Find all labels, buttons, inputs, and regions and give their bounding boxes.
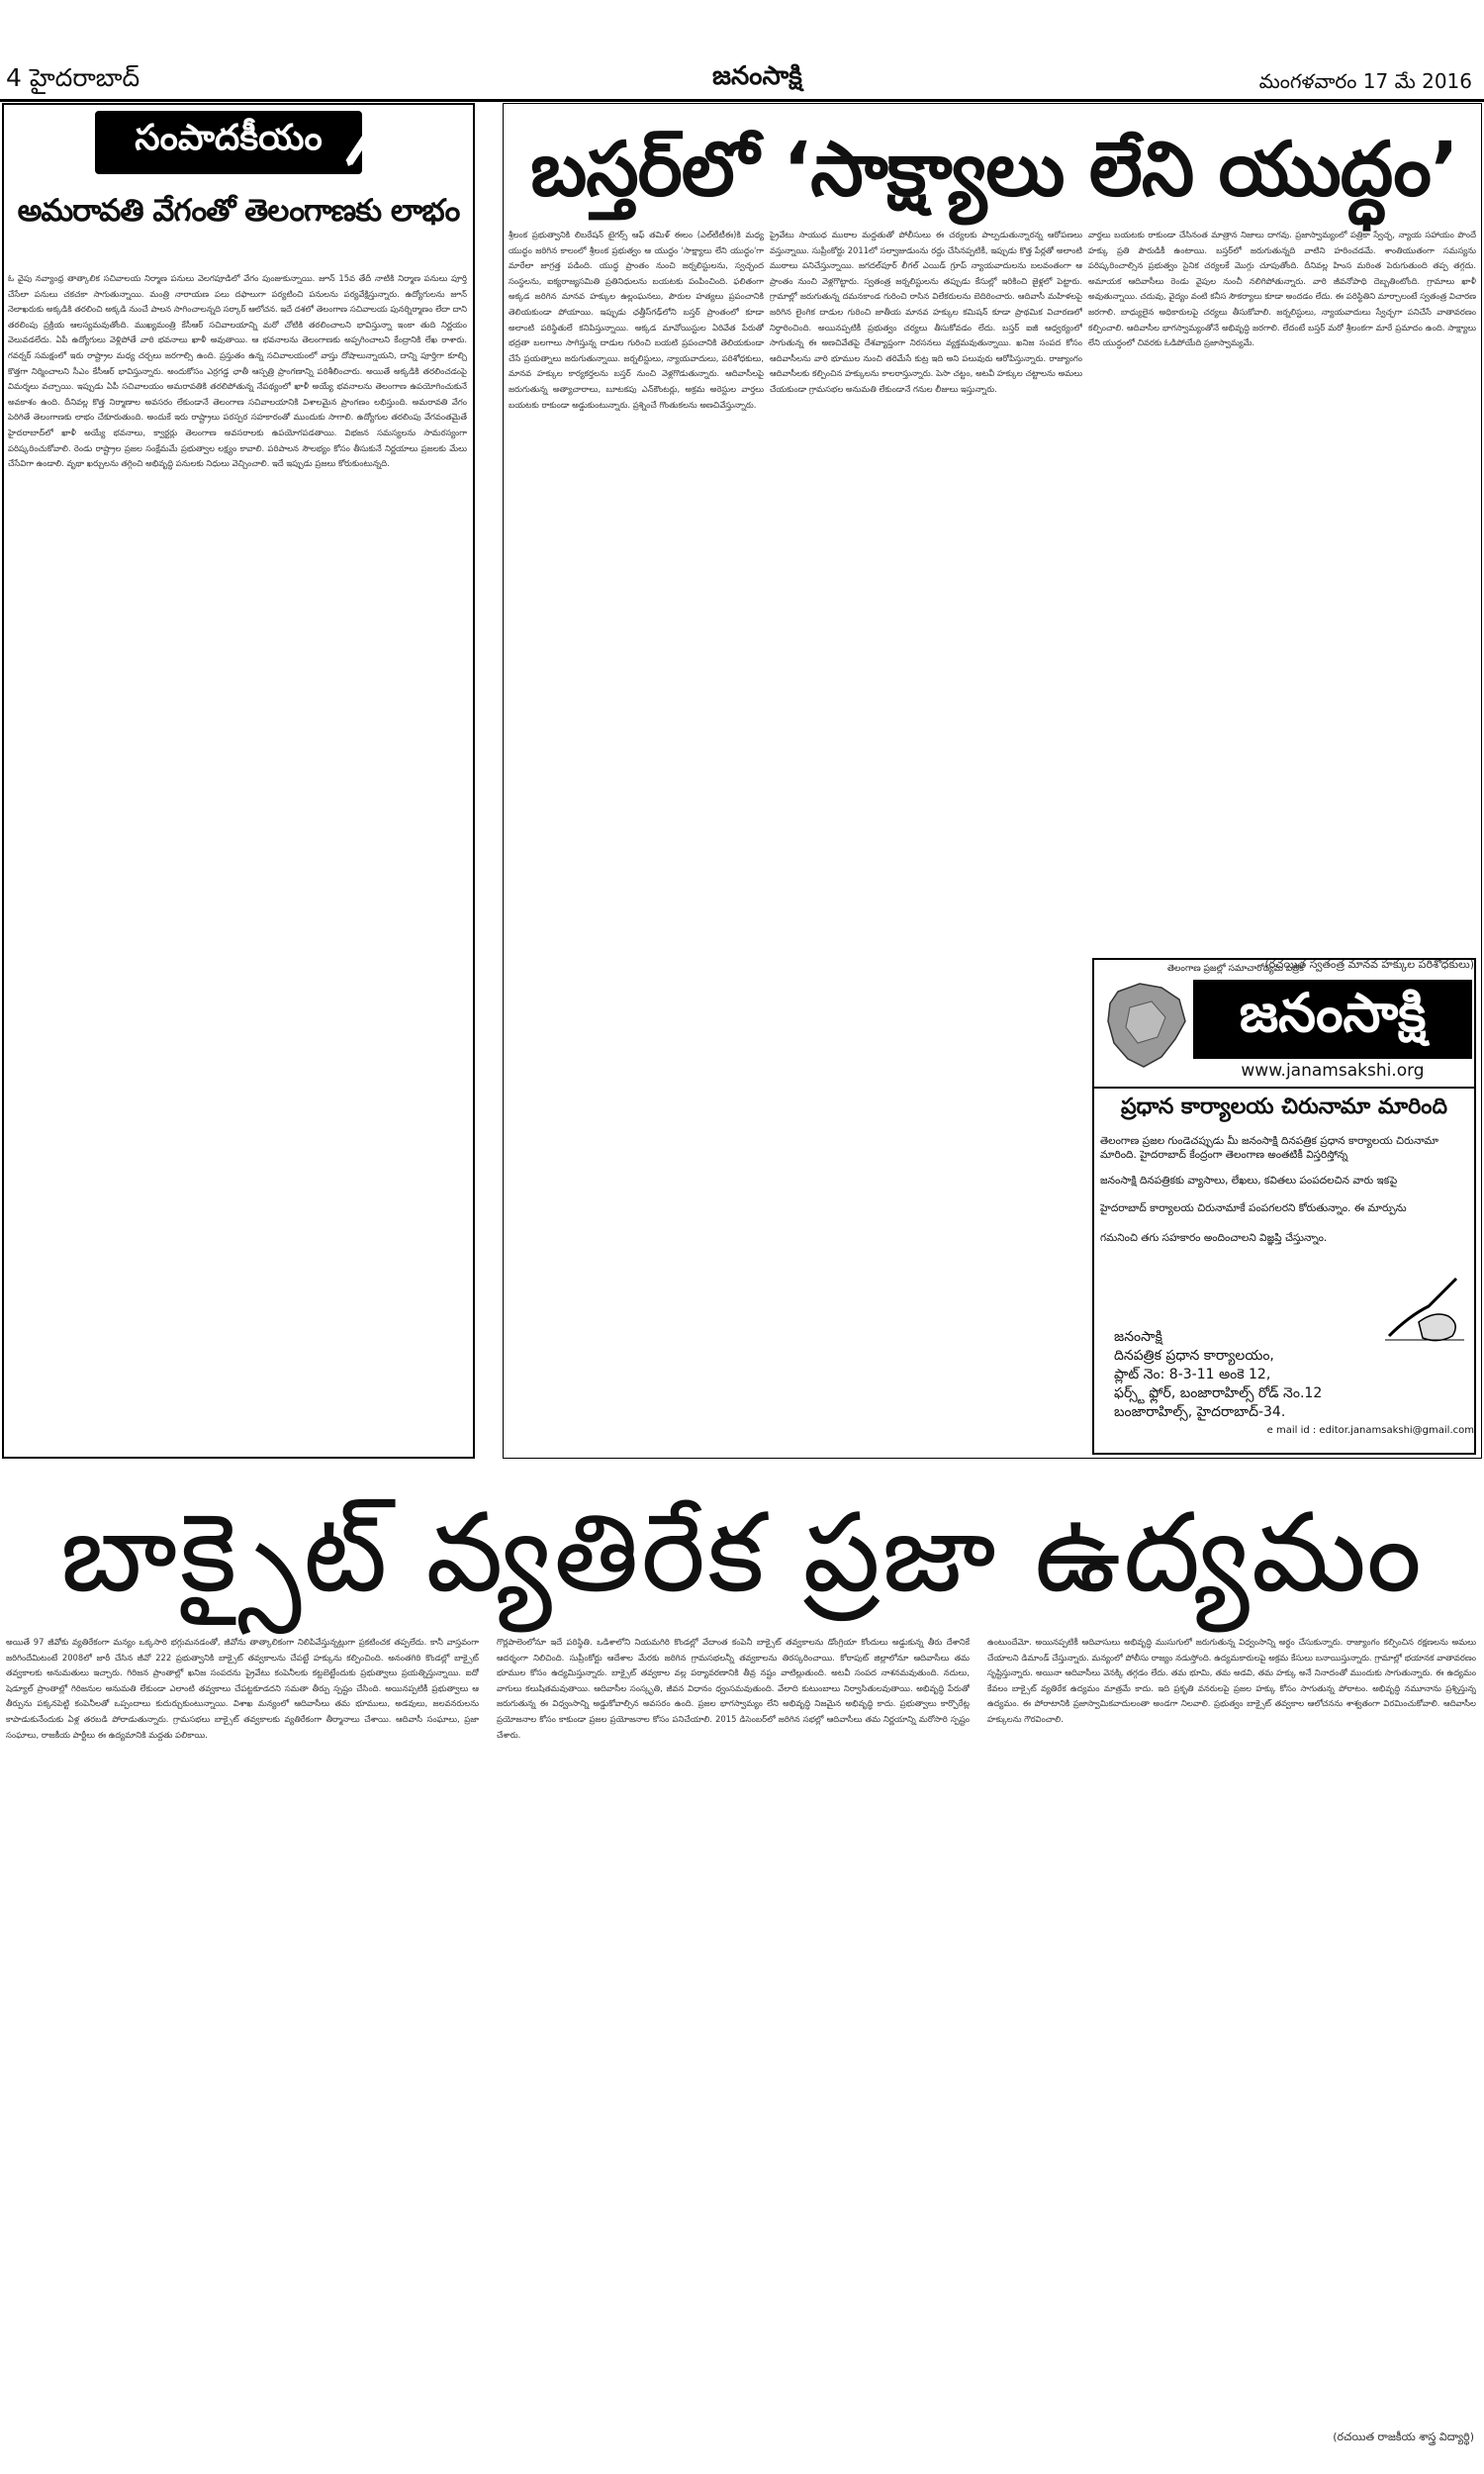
editorial-body: ఓ వైపు నవ్యాంధ్ర తాత్కాలిక సచివాలయ నిర్మాణ పనులు వెలగపూడిలో వేగం పుంజుకున్నాయి. జూన్ 15వ తేదీ నాటికి నిర్మాణ పనులు పూర్తి చేసేలా పనులు చకచకా సాగుతున్నాయి. మంత్రి నారాయణ పలు దఫాలుగా పర్యటించి పనులను పర్యవేక్షిస్తున్నారు. ఉద్యోగులను జూన్ నెలాఖరుకు అక్కడికి తరలించి అక్కడి నుంచే పాలన సాగించాలన్నది సర్కార్ ఆలోచన. ఇదే దశలో తెలంగాణ సచివాలయ పునర్నిర్మాణం లేదా దాని తరలింపు ప్రక్రియ ఆలస్యమవుతోంది. ముఖ్యమంత్రి కేసీఆర్ సచివాలయాన్ని మరో చోటికి తరలించాలని భావిస్తున్నా ఇంకా తుది నిర్ణయం వెలువడలేదు. ఏపీ ఉద్యోగులు వెళ్లిపోతే వారి భవనాలు ఖాళీ అవుతాయి. ఆ భవనాలను తెలంగాణకు అప్పగించాలని కేంద్రానికి లేఖ రాశారు. గవర్నర్ సమక్షంలో ఇరు రాష్ట్రాల మధ్య చర్చలు జరగాల్సి ఉంది. ప్రస్తుతం ఉన్న సచివాలయంలో వాస్తు దోషాలున్నాయని, దాన్ని పూర్తిగా కూల్చి కొత్తగా నిర్మించాలని సీఎం కేసీఆర్ భావిస్తున్నారు. అందుకోసం ఎర్రగడ్డ ఛాతీ ఆస్పత్రి ప్రాంగణాన్ని పరిశీలించారు. అయితే అక్కడికి తరలించడంపై విమర్శలు వచ్చాయి. ఇప్పుడు ఏపీ సచివాలయం అమరావతికి తరలిపోతున్న నేపథ్యంలో ఖాళీ అయ్యే భవనాలను తెలంగాణ ఉపయోగించుకునే అవకాశం ఉంది. దీనివల్ల కొత్త నిర్మాణాల అవసరం లేకుండానే తెలంగాణ సచివాలయానికి విశాలమైన ప్రాంగణం లభిస్తుంది. అమరావతి వేగం పెరిగితే తెలంగాణకు లాభం చేకూరుతుంది. అందుకే ఇరు రాష్ట్రాలు పరస్పర సహకారంతో ముందుకు సాగాలి. ఉద్యోగుల తరలింపు వేగవంతమైతే హైదరాబాద్‌లో ఖాళీ అయ్యే భవనాలు, క్వార్టర్లు తెలంగాణ అవసరాలకు ఉపయోగపడతాయి. విభజన సమస్యలను సామరస్యంగా పరిష్కరించుకోవాలి. రెండు రాష్ట్రాల ప్రజల సంక్షేమమే ప్రభుత్వాల లక్ష్యం కావాలి. పరిపాలన సౌలభ్యం కోసం తీసుకునే నిర్ణయాలు ప్రజలకు మేలు చేసేవిగా ఉండాలి. వృథా ఖర్చులను తగ్గించి అభివృద్ధి పనులకు నిధులు వెచ్చించాలి. ఇదే ఇప్పుడు ప్రజలు కోరుకుంటున్నది. — [8, 273, 467, 469]
office-email: e mail id : editor.janamsakshi@gmail.com — [1266, 1425, 1474, 1436]
ad-text-line: హైదరాబాద్ కార్యాలయ చిరునామాకే పంపగలరని కోరుతున్నాం. ఈ మార్పును — [1100, 1202, 1407, 1214]
top-story-headline: బస్తర్‌లో ‘సాక్ష్యాలు లేని యుద్ధం’ — [530, 125, 1458, 213]
janamsakshi-logo: జనంసాక్షి — [1193, 980, 1472, 1059]
editorial-badge: సంపాదకీయం — [95, 111, 362, 174]
second-story-column-3: ఉంటుందేమో. అయినప్పటికీ ఆదివాసులు అభివృద్ధి ముసుగులో జరుగుతున్న విధ్వంసాన్ని అర్థం చేసుకున్నారు. రాజ్యాంగం కల్పించిన రక్షణలను అమలు చేయాలని డిమాండ్ చేస్తున్నారు. మన్యంలో పోలీసు రాజ్యం నడుస్తోంది. ఉద్యమకారులపై అక్రమ కేసులు బనాయిస్తున్నారు. గ్రామాల్లో భయానక వాతావరణం సృష్టిస్తున్నారు. అయినా ఆదివాసీలు వెనక్కి తగ్గడం లేదు. తమ భూమి, తమ అడవి, తమ హక్కు అనే నినాదంతో ముందుకు సాగుతున్నారు. ఈ ఉద్యమం కేవలం బాక్సైట్ వ్యతిరేక ఉద్యమం మాత్రమే కాదు. ఇది ప్రకృతి వనరులపై ప్రజల హక్కు కోసం సాగుతున్న పోరాటం. అభివృద్ధి నమూనాను ప్రశ్నిస్తున్న ఉద్యమం. ఈ పోరాటానికి ప్రజాస్వామికవాదులంతా అండగా నిలవాలి. ప్రభుత్వం బాక్సైట్ తవ్వకాల ఆలోచనను శాశ్వతంగా విరమించుకోవాలి. ఆదివాసీల హక్కులను గౌరవించాలి. — [987, 1637, 1476, 1724]
telangana-map-icon — [1100, 978, 1191, 1073]
ad-text-line: తెలంగాణ ప్రజల గుండెచప్పుడు మీ జనంసాక్షి దినపత్రిక ప్రధాన కార్యాలయ చిరునామా మారింది. హైదరాబాద్ కేంద్రంగా తెలంగాణ అంతటికీ విస్తరిస్తోన్న — [1100, 1135, 1439, 1161]
top-story-author-credit: (రచయిత స్వతంత్ర మానవ హక్కుల పరిశోధకులు) — [1264, 958, 1474, 971]
second-story-column-2: గొర్లపాలెంలోనూ ఇదే పరిస్థితి. ఒడిశాలోని నియమగిరి కొండల్లో వేదాంత కంపెనీ బాక్సైట్ తవ్వకాలను డోంగ్రియా కోందులు అడ్డుకున్న తీరు దేశానికే ఆదర్శంగా నిలిచింది. సుప్రీంకోర్టు ఆదేశాల మేరకు జరిగిన గ్రామసభలన్నీ తవ్వకాలను తిరస్కరించాయి. కోరాపుట్ జిల్లాలోనూ ఆదివాసీలు తమ భూముల కోసం ఉద్యమిస్తున్నారు. బాక్సైట్ తవ్వకాల వల్ల పర్యావరణానికి తీవ్ర నష్టం వాటిల్లుతుంది. అటవీ సంపద నాశనమవుతుంది. నదులు, వాగులు కలుషితమవుతాయి. ఆదివాసీల సంస్కృతి, జీవన విధానం ధ్వంసమవుతుంది. వేలాది కుటుంబాలు నిర్వాసితులవుతాయి. అభివృద్ధి పేరుతో జరుగుతున్న ఈ విధ్వంసాన్ని అడ్డుకోవాల్సిన అవసరం ఉంది. ప్రజల భాగస్వామ్యం లేని అభివృద్ధి నిజమైన అభివృద్ధి కాదు. ప్రభుత్వాలు కార్పొరేట్ల ప్రయోజనాల కోసం కాకుండా ప్రజల ప్రయోజనాల కోసం పనిచేయాలి. 2015 డిసెంబర్‌లో జరిగిన సభల్లో ఆదివాసీలు తమ నిర్ణయాన్ని మరోసారి స్పష్టం చేశారు. — [497, 1637, 970, 1740]
masthead-small: జనంసాక్షి — [712, 61, 802, 91]
hand-writing-icon — [1379, 1267, 1468, 1346]
website-url: www.janamsakshi.org — [1241, 1061, 1425, 1081]
second-story-column-1: అయితే 97 జీవోకు వ్యతిరేకంగా మన్యం ఒక్కసారి భగ్గుమనడంతో, జీవోను తాత్కాలికంగా నిలిపివేస్తున్నట్లుగా ప్రకటించక తప్పలేదు. కానీ వాస్తవంగా జరిగిందేమిటంటే 2008లో జారీ చేసిన జీవో 222 ప్రభుత్వానికి బాక్సైట్ తవ్వకాలను చేపట్టే హక్కును కల్పించింది. అనంతగిరి కొండల్లో బాక్సైట్ తవ్వకాలకు అనుమతులు ఇచ్చారు. గిరిజన ప్రాంతాల్లో ఖనిజ సంపదను ప్రైవేటు కంపెనీలకు కట్టబెట్టేందుకు ప్రభుత్వాలు ప్రయత్నిస్తున్నాయి. ఐదో షెడ్యూల్ ప్రాంతాల్లో గిరిజనుల అనుమతి లేకుండా ఎలాంటి తవ్వకాలు చేపట్టకూడదని సమతా తీర్పు స్పష్టం చేసింది. అయినప్పటికీ ప్రభుత్వాలు ఆ తీర్పును పక్కనపెట్టి కంపెనీలతో ఒప్పందాలు కుదుర్చుకుంటున్నాయి. విశాఖ మన్యంలో ఆదివాసీలు తమ భూములు, అడవులు, జలవనరులను కాపాడుకునేందుకు ఏళ్ల తరబడి పోరాడుతున్నారు. గ్రామసభలు బాక్సైట్ తవ్వకాలకు వ్యతిరేకంగా తీర్మానాలు చేశాయి. ఆదివాసీ సంఘాలు, ప్రజా సంఘాలు, రాజకీయ పార్టీలు ఈ ఉద్యమానికి మద్దతు పలికాయి. — [6, 1637, 479, 1740]
issue-date: మంగళవారం 17 మే 2016 — [1258, 69, 1472, 93]
ad-text-line: జనంసాక్షి దినపత్రికకు వ్యాసాలు, లేఖలు, కవితలు పంపదలచిన వారు ఇకపై — [1100, 1175, 1398, 1187]
top-story-column-1: శ్రీలంక ప్రభుత్వానికి లిబరేషన్ టైగర్స్ ఆఫ్ తమిళ్ ఈలం (ఎల్‌టీటీఈ)కి మధ్య యుద్ధం జరిగిన కాలంలో శ్రీలంక ప్రభుత్వం ఆ యుద్ధం 'సాక్ష్యాలు లేని యుద్ధం'గా మారేలా జాగ్రత్త పడింది. యుద్ధ ప్రాంతం నుంచి జర్నలిస్టులను, స్వచ్ఛంద సంస్థలను, ఐక్యరాజ్యసమితి ప్రతినిధులను బయటకు పంపించింది. ఫలితంగా అక్కడ జరిగిన మానవ హక్కుల ఉల్లంఘనలు, పౌరుల హత్యలు ప్రపంచానికి తెలియకుండా పోయాయి. ఇప్పుడు ఛత్తీస్‌గఢ్‌లోని బస్తర్ ప్రాంతంలో కూడా అలాంటి పరిస్థితులే కనిపిస్తున్నాయి. అక్కడ మావోయిస్టుల ఏరివేత పేరుతో భద్రతా బలగాలు సాగిస్తున్న దాడుల గురించి బయటి ప్రపంచానికి తెలియకుండా చేసే ప్రయత్నాలు జరుగుతున్నాయి. జర్నలిస్టులు, న్యాయవాదులు, పరిశోధకులు, మానవ హక్కుల కార్యకర్తలను బస్తర్ నుంచి వెళ్లగొడుతున్నారు. ఆదివాసీలపై జరుగుతున్న అత్యాచారాలు, బూటకపు ఎన్‌కౌంటర్లు, అక్రమ అరెస్టుల వార్తలు బయటకు రాకుండా అడ్డుకుంటున్నారు. ప్రశ్నించే గొంతుకలను అణచివేస్తున్నారు. — [509, 230, 764, 410]
second-story-headline: బాక్సైట్ వ్యతిరేక ప్రజా ఉద్యమం — [60, 1489, 1424, 1616]
header-rule — [0, 99, 1484, 102]
ad-tagline: తెలంగాణ ప్రజల్లో సమాచారోద్యమ పత్రిక — [1167, 964, 1304, 974]
ad-heading: ప్రధాన కార్యాలయ చిరునామా మారింది — [1120, 1094, 1447, 1119]
page-number-location: 4 హైదరాబాద్ — [6, 63, 140, 92]
top-story-column-2: ప్రైవేటు సాయుధ ముఠాల మద్దతుతో పోలీసులు ఈ చర్యలకు పాల్పడుతున్నారన్న ఆరోపణలు వస్తున్నాయి. సుప్రీంకోర్టు 2011లో సల్వాజుడుంను రద్దు చేసినప్పటికీ, ఇప్పుడు కొత్త పేర్లతో అలాంటి ముఠాలు పనిచేస్తున్నాయి. జగదల్‌పూర్ లీగల్ ఎయిడ్ గ్రూప్ న్యాయవాదులను బలవంతంగా ఆ ప్రాంతం నుంచి వెళ్లగొట్టారు. స్వతంత్ర జర్నలిస్టులను తప్పుడు కేసుల్లో ఇరికించి జైళ్లలో పెట్టారు. గ్రామాల్లో జరుగుతున్న దమనకాండ గురించి రాసిన విలేకరులను బెదిరించారు. ఆదివాసీ మహిళలపై జరిగిన లైంగిక దాడుల గురించి జాతీయ మానవ హక్కుల కమిషన్ కూడా ప్రాథమిక విచారణలో నిర్ధారించింది. అయినప్పటికీ ప్రభుత్వం చర్యలు తీసుకోవడం లేదు. బస్తర్ ఐజీ ఆధ్వర్యంలో సాగుతున్న ఈ అణచివేతపై దేశవ్యాప్తంగా నిరసనలు వ్యక్తమవుతున్నాయి. ఖనిజ సంపద కోసం ఆదివాసీలను వారి భూముల నుంచి తరిమేసే కుట్ర ఇది అని పలువురు ఆరోపిస్తున్నారు. రాజ్యాంగం ఆదివాసీలకు కల్పించిన హక్కులను కాలరాస్తున్నారు. పెసా చట్టం, అటవీ హక్కుల చట్టాలను అమలు చేయకుండా గ్రామసభల అనుమతి లేకుండానే గనుల లీజులు ఇస్తున్నారు. — [770, 230, 1082, 394]
editorial-title: అమరావతి వేగంతో తెలంగాణకు లాభం — [17, 193, 460, 229]
ad-text-line: గమనించి తగు సహకారం అందించాలని విజ్ఞప్తి చేస్తున్నాం. — [1100, 1232, 1328, 1244]
office-address: జనంసాక్షి దినపత్రిక ప్రధాన కార్యాలయం, ప్లాట్ నెం: 8-3-11 అంకె 12, ఫర్స్ట్ ఫ్లోర్, బంజారాహిల్స్ రోడ్ నెం.12 బంజారాహిల్స్, హైదరాబాద్-34. — [1114, 1329, 1323, 1420]
ad-divider — [1092, 1087, 1476, 1089]
top-story-column-3: వార్తలు బయటకు రాకుండా చేసినంత మాత్రాన నిజాలు దాగవు. ప్రజాస్వామ్యంలో పత్రికా స్వేచ్ఛ, న్యాయ సహాయం పొందే హక్కు ప్రతి పౌరుడికీ ఉంటాయి. బస్తర్‌లో జరుగుతున్నది వాటిని హరించడమే. శాంతియుతంగా సమస్యను పరిష్కరించాల్సిన ప్రభుత్వం సైనిక చర్యలకే మొగ్గు చూపుతోంది. దీనివల్ల హింస మరింత పెరుగుతుంది తప్ప తగ్గదు. అమాయక ఆదివాసీలు రెండు వైపుల నుంచీ నలిగిపోతున్నారు. వారి జీవనోపాధి దెబ్బతింటోంది. గ్రామాలు ఖాళీ అవుతున్నాయి. చదువు, వైద్యం వంటి కనీస సౌకర్యాలు కూడా అందడం లేదు. ఈ పరిస్థితిని మార్చాలంటే స్వతంత్ర విచారణ జరగాలి. బాధ్యులైన అధికారులపై చర్యలు తీసుకోవాలి. జర్నలిస్టులు, న్యాయవాదులు స్వేచ్ఛగా పనిచేసే వాతావరణం కల్పించాలి. ఆదివాసీల భాగస్వామ్యంతోనే అభివృద్ధి జరగాలి. లేదంటే బస్తర్ మరో శ్రీలంకగా మారే ప్రమాదం ఉంది. సాక్ష్యాలు లేని యుద్ధంలో చివరకు ఓడిపోయేది ప్రజాస్వామ్యమే. — [1088, 230, 1476, 348]
pen-icon — [340, 117, 380, 166]
second-story-author-credit: (రచయిత రాజకీయ శాస్త్ర విద్యార్థి) — [1333, 2430, 1474, 2443]
